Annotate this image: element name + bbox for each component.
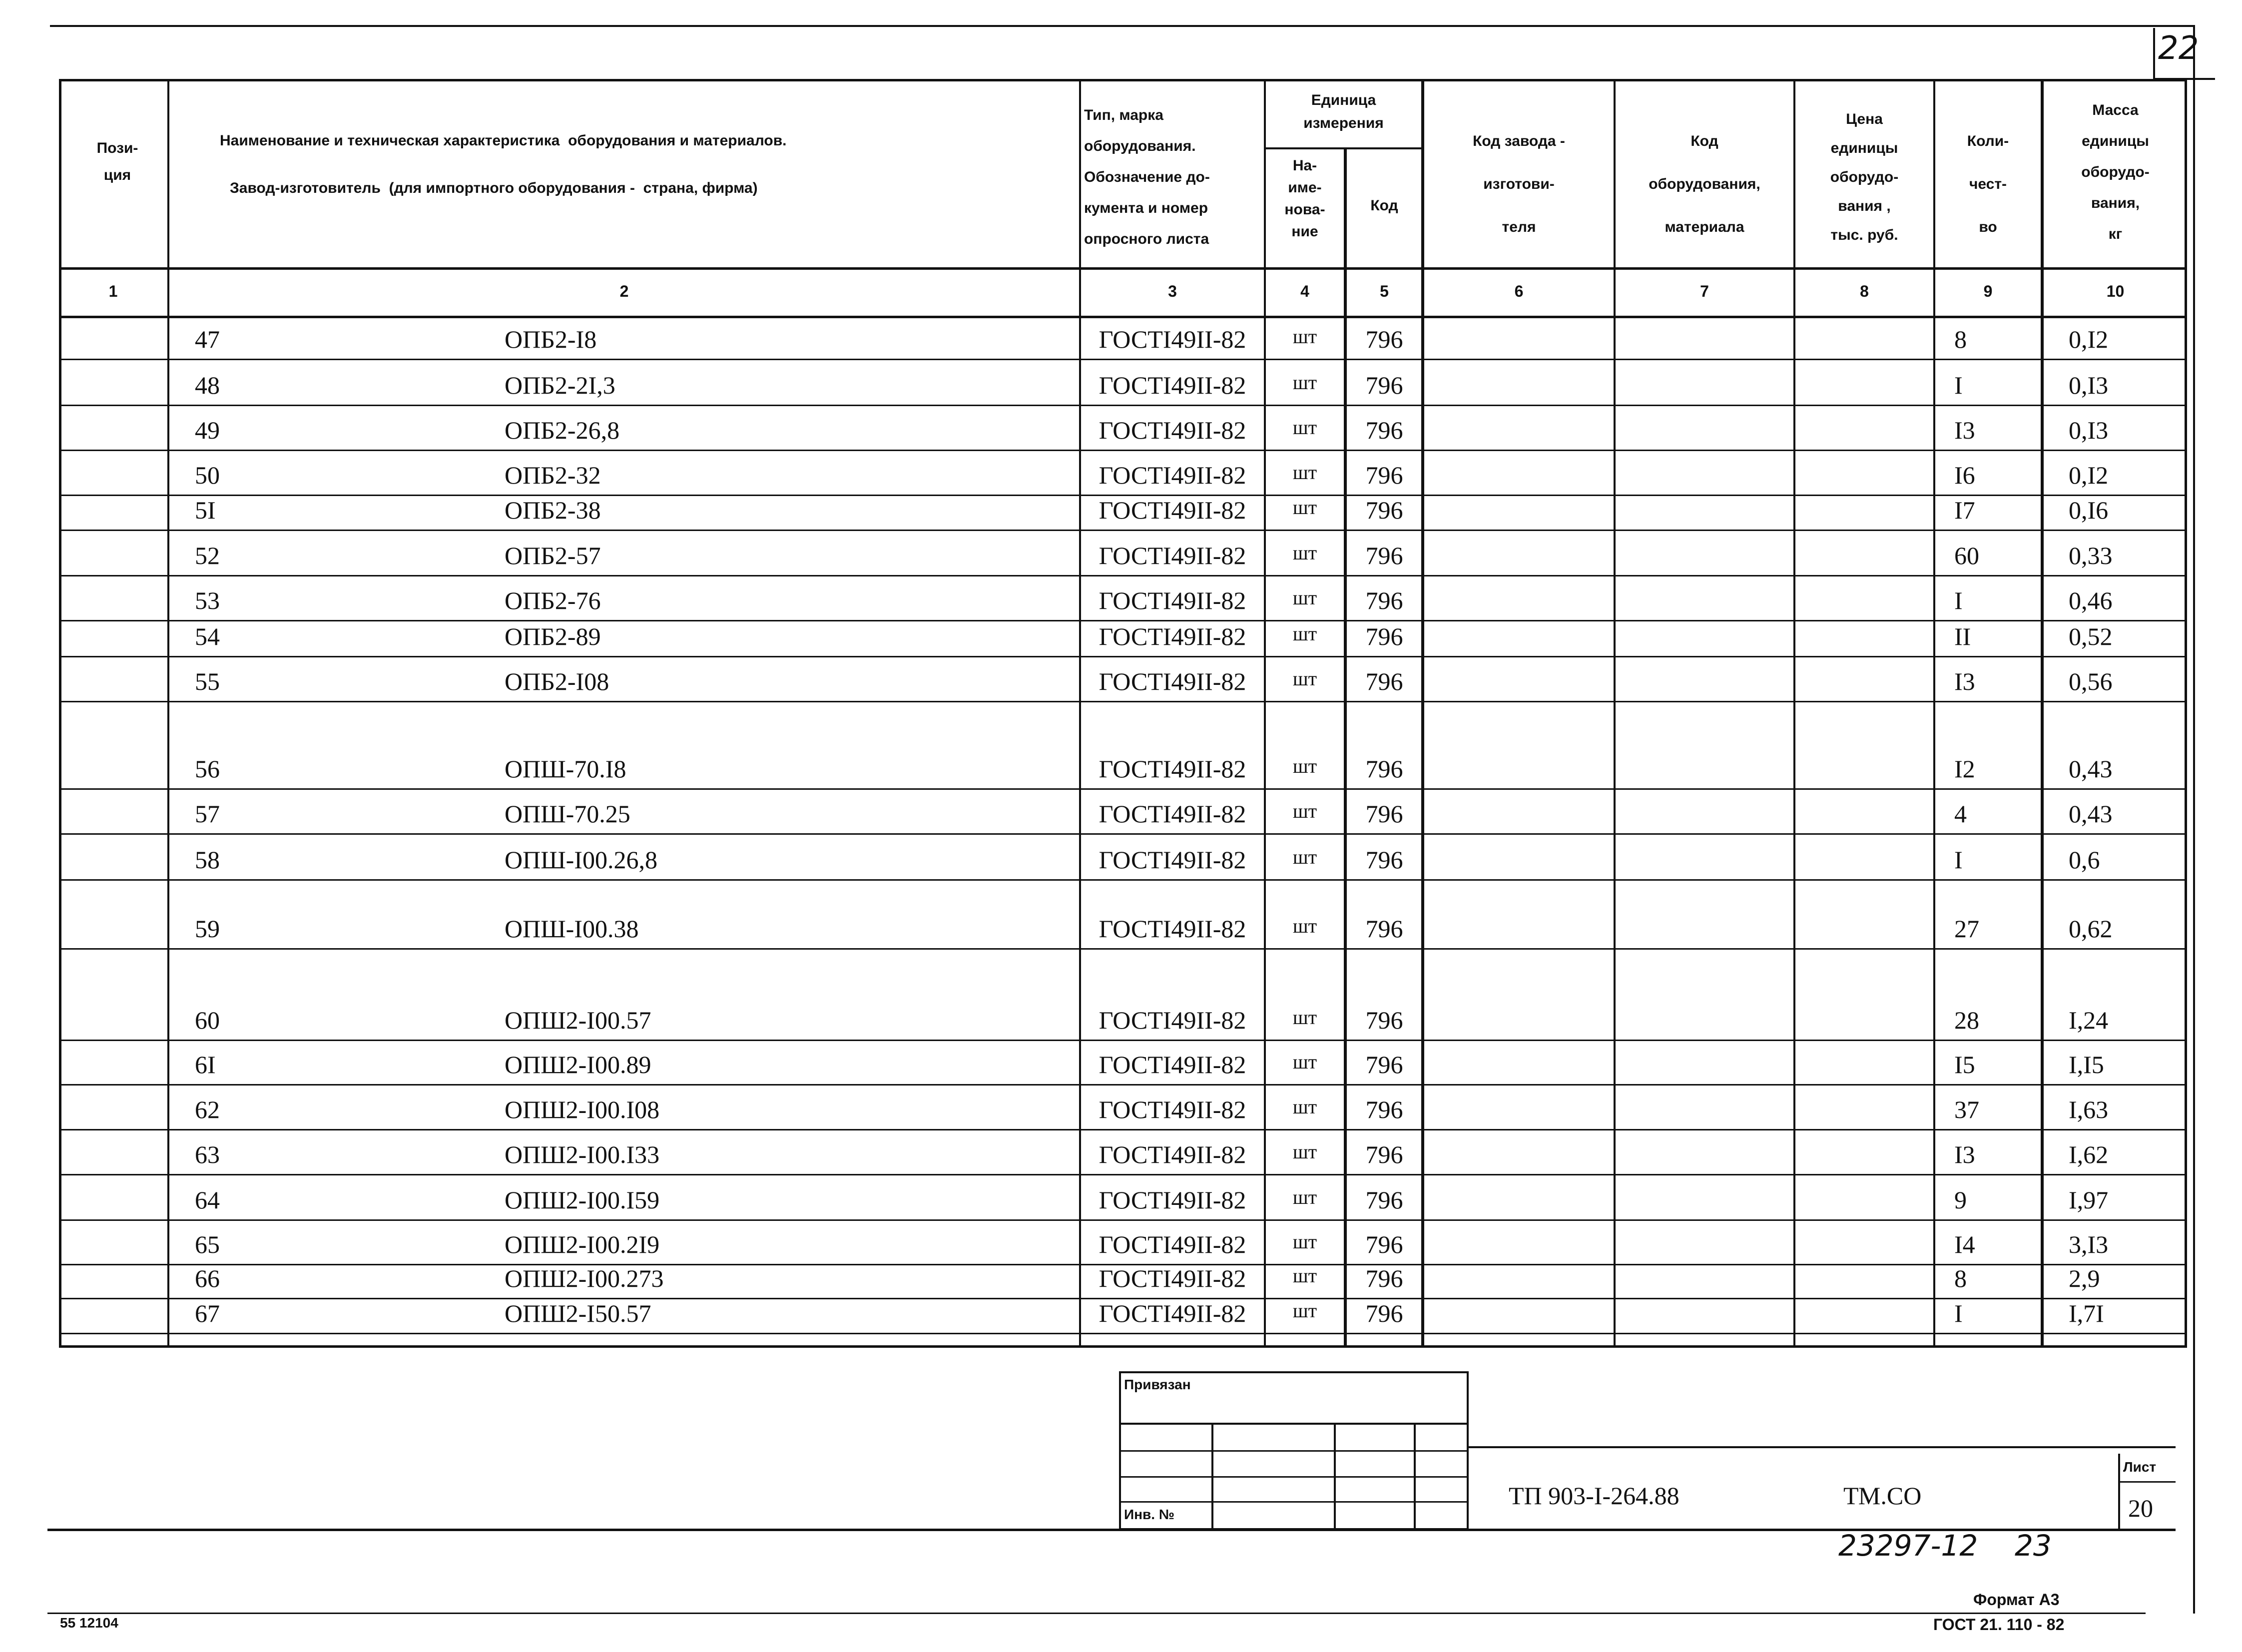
row-unit: шт xyxy=(1292,667,1317,690)
row-name: ОПШ2-I00.I08 xyxy=(505,1096,660,1123)
colnum-8: 8 xyxy=(1860,282,1869,300)
row-name: ОПШ2-I00.2I9 xyxy=(505,1230,660,1258)
colnum-9: 9 xyxy=(1983,282,1993,300)
row-pos: 5I xyxy=(195,496,216,524)
handwritten-inventory-number: 23297-12 23 xyxy=(1838,1529,2052,1563)
row-unit: шт xyxy=(1292,1140,1317,1163)
row-mass: I,97 xyxy=(2069,1186,2109,1214)
row-doc: ГОСТI49II-82 xyxy=(1099,755,1246,783)
row-unit: шт xyxy=(1292,846,1317,868)
top-border-line xyxy=(50,25,2193,27)
row-doc: ГОСТI49II-82 xyxy=(1099,1051,1246,1079)
stamp-col-line-1 xyxy=(1211,1423,1213,1530)
row-mass: 0,I3 xyxy=(2069,371,2109,399)
row-qty: 9 xyxy=(1954,1186,1967,1214)
row-qty: II xyxy=(1954,622,1971,650)
stamp-row-line-2 xyxy=(1119,1450,1469,1452)
row-pos: 48 xyxy=(195,371,220,399)
row-code: 796 xyxy=(1365,586,1403,614)
header-bottom-line xyxy=(59,267,2187,270)
corner-sheet-number: 22 xyxy=(2158,30,2199,67)
row-name: ОПШ2-I00.89 xyxy=(505,1051,651,1079)
row-doc: ГОСТI49II-82 xyxy=(1099,1230,1246,1258)
header-mass: Масса единицы оборудо- вания, кг xyxy=(2081,102,2150,242)
row-name: ОПБ2-26,8 xyxy=(505,416,620,444)
format-label: Формат А3 xyxy=(1973,1591,2060,1609)
row-divider xyxy=(59,405,2187,406)
row-qty: I3 xyxy=(1954,416,1975,444)
row-doc: ГОСТI49II-82 xyxy=(1099,586,1246,614)
row-doc: ГОСТI49II-82 xyxy=(1099,1264,1246,1292)
row-unit: шт xyxy=(1292,542,1317,564)
row-code: 796 xyxy=(1365,1264,1403,1292)
row-doc: ГОСТI49II-82 xyxy=(1099,800,1246,828)
row-mass: 0,43 xyxy=(2069,755,2113,783)
row-qty: 8 xyxy=(1954,1264,1967,1292)
row-mass: I,62 xyxy=(2069,1140,2109,1168)
unit-group-divider xyxy=(1266,147,1421,149)
row-unit: шт xyxy=(1292,496,1317,519)
header-name-line2: Завод-изготовитель (для импортного оборудования - страна, фирма) xyxy=(230,180,758,196)
row-code: 796 xyxy=(1365,755,1403,783)
row-qty: I xyxy=(1954,1299,1963,1327)
sheet-number: 20 xyxy=(2128,1494,2153,1522)
row-code: 796 xyxy=(1365,915,1403,943)
row-divider xyxy=(59,530,2187,531)
row-unit: шт xyxy=(1292,622,1317,645)
row-qty: I xyxy=(1954,846,1963,874)
row-code: 796 xyxy=(1365,496,1403,524)
row-qty: I xyxy=(1954,586,1963,614)
row-code: 796 xyxy=(1365,542,1403,569)
col-divider-1 xyxy=(167,79,169,1348)
row-mass: 0,I6 xyxy=(2069,496,2109,524)
row-unit: шт xyxy=(1292,1051,1317,1073)
row-name: ОПБ2-76 xyxy=(505,586,601,614)
row-code: 796 xyxy=(1365,800,1403,828)
row-qty: I4 xyxy=(1954,1230,1975,1258)
colnum-7: 7 xyxy=(1700,282,1709,300)
row-unit: шт xyxy=(1292,1186,1317,1208)
row-name: ОПШ-70.25 xyxy=(505,800,630,828)
row-qty: I3 xyxy=(1954,1140,1975,1168)
header-equipment-code: Код оборудования, материала xyxy=(1649,133,1760,235)
row-name: ОПБ2-57 xyxy=(505,542,601,569)
footer-left-code: 55 12104 xyxy=(60,1615,118,1631)
row-pos: 59 xyxy=(195,915,220,943)
row-pos: 62 xyxy=(195,1096,220,1123)
row-name: ОПШ2-I50.57 xyxy=(505,1299,651,1327)
row-name: ОПШ-I00.38 xyxy=(505,915,639,943)
row-code: 796 xyxy=(1365,1006,1403,1034)
row-pos: 55 xyxy=(195,667,220,695)
row-code: 796 xyxy=(1365,325,1403,353)
stamp-row-line-3 xyxy=(1119,1476,1469,1478)
row-code: 796 xyxy=(1365,846,1403,874)
row-code: 796 xyxy=(1365,461,1403,489)
row-mass: 0,I3 xyxy=(2069,416,2109,444)
row-pos: 58 xyxy=(195,846,220,874)
stamp-row-line-1 xyxy=(1119,1423,1469,1425)
row-doc: ГОСТI49II-82 xyxy=(1099,1140,1246,1168)
row-name: ОПШ-70.I8 xyxy=(505,755,626,783)
row-mass: 0,62 xyxy=(2069,915,2113,943)
header-type-doc: Тип, марка оборудования. Обозначение до- кумента и номер опросного листа xyxy=(1084,107,1210,247)
row-doc: ГОСТI49II-82 xyxy=(1099,461,1246,489)
stamp-col-line-3 xyxy=(1414,1423,1416,1530)
row-unit: шт xyxy=(1292,371,1317,394)
row-divider xyxy=(59,1174,2187,1175)
sheet-label: Лист xyxy=(2123,1459,2157,1475)
row-divider xyxy=(59,1129,2187,1130)
row-pos: 52 xyxy=(195,542,220,569)
header-position: Пози- ция xyxy=(96,140,138,183)
row-unit: шт xyxy=(1292,915,1317,937)
row-mass: 0,56 xyxy=(2069,667,2113,695)
row-mass: I,I5 xyxy=(2069,1051,2104,1079)
row-doc: ГОСТI49II-82 xyxy=(1099,1299,1246,1327)
row-divider xyxy=(59,701,2187,702)
col-divider-7 xyxy=(1793,79,1795,1348)
row-mass: I,63 xyxy=(2069,1096,2109,1123)
row-divider xyxy=(59,450,2187,451)
row-unit: шт xyxy=(1292,586,1317,609)
row-unit: шт xyxy=(1292,1006,1317,1029)
row-qty: I xyxy=(1954,371,1963,399)
row-qty: 4 xyxy=(1954,800,1967,828)
row-pos: 67 xyxy=(195,1299,220,1327)
row-code: 796 xyxy=(1365,1230,1403,1258)
colnum-10: 10 xyxy=(2106,282,2125,300)
row-pos: 6I xyxy=(195,1051,216,1079)
row-doc: ГОСТI49II-82 xyxy=(1099,1186,1246,1214)
header-unit-group: Единица измерения xyxy=(1303,92,1384,131)
row-mass: 0,I2 xyxy=(2069,325,2109,353)
row-doc: ГОСТI49II-82 xyxy=(1099,1006,1246,1034)
row-mass: 0,46 xyxy=(2069,586,2113,614)
row-mass: I,24 xyxy=(2069,1006,2109,1034)
col-divider-8 xyxy=(1933,79,1935,1348)
row-mass: 0,6 xyxy=(2069,846,2100,874)
row-divider xyxy=(59,1219,2187,1221)
row-unit: шт xyxy=(1292,1230,1317,1253)
row-pos: 54 xyxy=(195,622,220,650)
header-unit-price: Цена единицы оборудо- вания , тыс. руб. xyxy=(1830,111,1899,243)
row-divider xyxy=(59,948,2187,950)
row-qty: I2 xyxy=(1954,755,1975,783)
row-name: ОПБ2-I8 xyxy=(505,325,597,353)
row-qty: I5 xyxy=(1954,1051,1975,1079)
row-doc: ГОСТI49II-82 xyxy=(1099,371,1246,399)
row-divider xyxy=(59,833,2187,835)
colnum-1: 1 xyxy=(108,282,118,300)
row-pos: 49 xyxy=(195,416,220,444)
row-name: ОПБ2-32 xyxy=(505,461,601,489)
header-name-line1: Наименование и техническая характеристика оборудования и материалов. xyxy=(220,132,787,149)
row-pos: 47 xyxy=(195,325,220,353)
row-code: 796 xyxy=(1365,1186,1403,1214)
row-code: 796 xyxy=(1365,622,1403,650)
row-pos: 63 xyxy=(195,1140,220,1168)
row-unit: шт xyxy=(1292,1299,1317,1322)
row-name: ОПШ2-I00.57 xyxy=(505,1006,651,1034)
row-divider xyxy=(59,575,2187,576)
row-qty: 8 xyxy=(1954,325,1967,353)
row-name: ОПБ2-I08 xyxy=(505,667,609,695)
row-unit: шт xyxy=(1292,416,1317,439)
row-mass: 0,33 xyxy=(2069,542,2113,569)
row-unit: шт xyxy=(1292,1264,1317,1287)
colnum-5: 5 xyxy=(1380,282,1389,300)
row-doc: ГОСТI49II-82 xyxy=(1099,325,1246,353)
row-code: 796 xyxy=(1365,1051,1403,1079)
row-pos: 53 xyxy=(195,586,220,614)
row-pos: 50 xyxy=(195,461,220,489)
row-code: 796 xyxy=(1365,416,1403,444)
row-divider xyxy=(59,1040,2187,1041)
row-doc: ГОСТI49II-82 xyxy=(1099,416,1246,444)
row-doc: ГОСТI49II-82 xyxy=(1099,667,1246,695)
row-pos: 60 xyxy=(195,1006,220,1034)
title-block-top-line xyxy=(1469,1446,2176,1448)
row-qty: I7 xyxy=(1954,496,1975,524)
row-mass: 3,I3 xyxy=(2069,1230,2109,1258)
row-unit: шт xyxy=(1292,800,1317,822)
row-pos: 64 xyxy=(195,1186,220,1214)
colnum-6: 6 xyxy=(1514,282,1524,300)
row-mass: 0,52 xyxy=(2069,622,2113,650)
row-doc: ГОСТI49II-82 xyxy=(1099,496,1246,524)
row-name: ОПШ2-I00.I33 xyxy=(505,1140,660,1168)
row-mass: I,7I xyxy=(2069,1299,2104,1327)
row-code: 796 xyxy=(1365,667,1403,695)
colnum-3: 3 xyxy=(1168,282,1177,300)
row-name: ОПБ2-38 xyxy=(505,496,601,524)
gost-label: ГОСТ 21. 110 - 82 xyxy=(1933,1616,2065,1634)
colnum-4: 4 xyxy=(1300,282,1309,300)
row-qty: I6 xyxy=(1954,461,1975,489)
row-qty: 27 xyxy=(1954,915,1979,943)
row-qty: 37 xyxy=(1954,1096,1979,1123)
row-unit: шт xyxy=(1292,755,1317,777)
header-unit-name: На- име- нова- ние xyxy=(1284,157,1325,240)
row-divider xyxy=(59,620,2187,621)
row-mass: 0,I2 xyxy=(2069,461,2109,489)
colnum-2: 2 xyxy=(619,282,629,300)
row-name: ОПШ2-I00.273 xyxy=(505,1264,664,1292)
row-divider xyxy=(59,1084,2187,1086)
document-code: ТП 903-I-264.88 xyxy=(1509,1482,1680,1510)
row-divider xyxy=(59,879,2187,881)
row-divider xyxy=(59,656,2187,657)
header-factory-code: Код завода - изготови- теля xyxy=(1473,133,1565,235)
stamp-col-line-2 xyxy=(1334,1423,1336,1530)
row-doc: ГОСТI49II-82 xyxy=(1099,1096,1246,1123)
row-name: ОПШ-I00.26,8 xyxy=(505,846,657,874)
row-doc: ГОСТI49II-82 xyxy=(1099,915,1246,943)
row-unit: шт xyxy=(1292,461,1317,484)
row-divider xyxy=(59,359,2187,360)
row-name: ОПБ2-89 xyxy=(505,622,601,650)
header-unit-code: Код xyxy=(1370,197,1398,214)
row-doc: ГОСТI49II-82 xyxy=(1099,542,1246,569)
row-code: 796 xyxy=(1365,1096,1403,1123)
row-code: 796 xyxy=(1365,1299,1403,1327)
header-quantity: Коли- чест- во xyxy=(1967,133,2009,235)
footer-line xyxy=(47,1613,2146,1614)
row-pos: 57 xyxy=(195,800,220,828)
row-code: 796 xyxy=(1365,371,1403,399)
row-code: 796 xyxy=(1365,1140,1403,1168)
colnum-bottom-line xyxy=(59,316,2187,318)
row-name: ОПБ2-2I,3 xyxy=(505,371,615,399)
row-unit: шт xyxy=(1292,1096,1317,1118)
sheet-box-divider xyxy=(2118,1481,2176,1483)
row-divider xyxy=(59,788,2187,790)
attachment-label: Привязан xyxy=(1124,1377,1191,1392)
row-doc: ГОСТI49II-82 xyxy=(1099,846,1246,874)
row-qty: 28 xyxy=(1954,1006,1979,1034)
row-mass: 0,43 xyxy=(2069,800,2113,828)
row-qty: I3 xyxy=(1954,667,1975,695)
row-pos: 65 xyxy=(195,1230,220,1258)
row-divider xyxy=(59,1333,2187,1334)
row-pos: 66 xyxy=(195,1264,220,1292)
document-section: ТМ.СО xyxy=(1843,1482,1922,1510)
row-mass: 2,9 xyxy=(2069,1264,2100,1292)
row-qty: 60 xyxy=(1954,542,1979,569)
col-divider-6 xyxy=(1614,79,1616,1348)
row-unit: шт xyxy=(1292,325,1317,348)
row-doc: ГОСТI49II-82 xyxy=(1099,622,1246,650)
row-name: ОПШ2-I00.I59 xyxy=(505,1186,660,1214)
row-pos: 56 xyxy=(195,755,220,783)
inventory-label: Инв. № xyxy=(1124,1507,1175,1522)
